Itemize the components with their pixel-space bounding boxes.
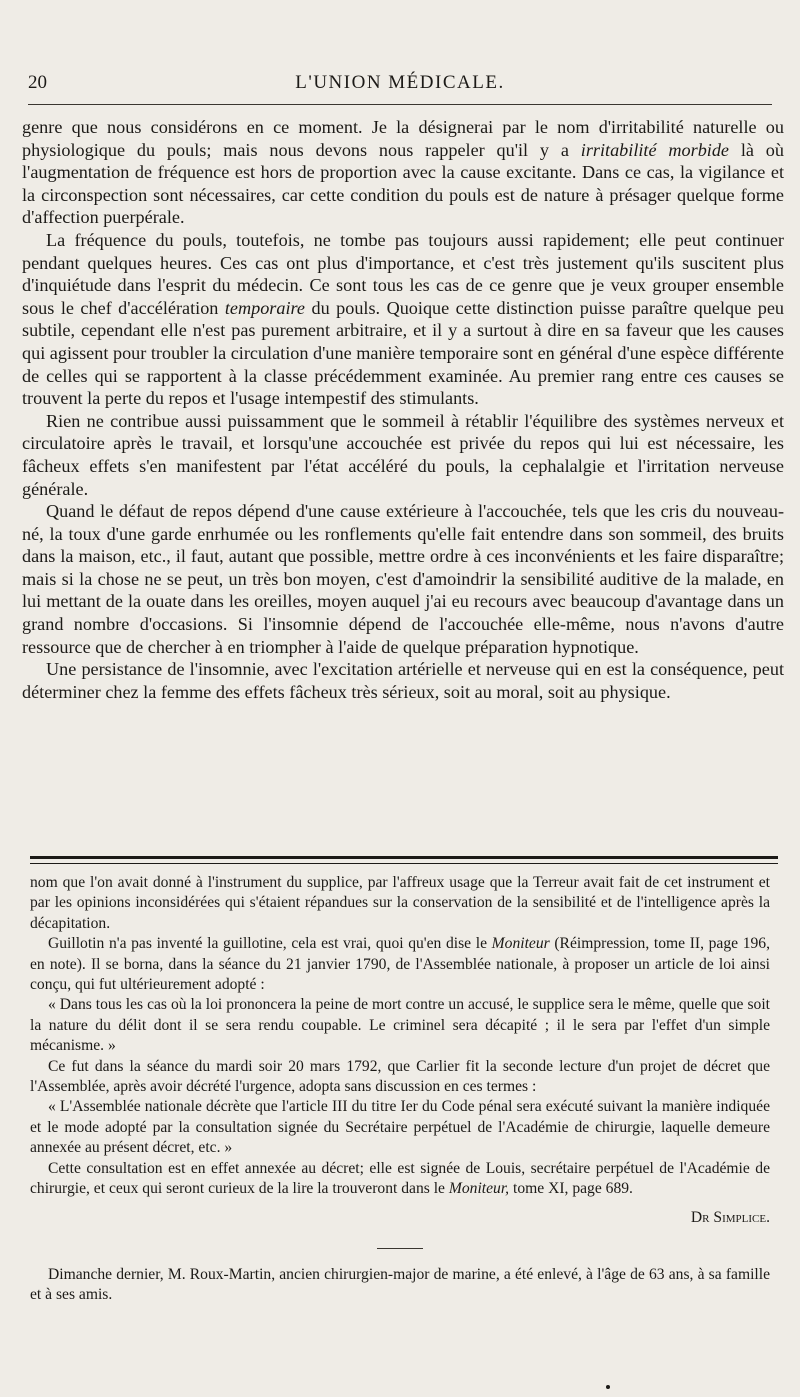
text-run: Rien ne contribue aussi puissamment que le sommeil à rétablir l'équilibre des systèmes nerveux et circulatoire après le travail, et lorsqu'une accouchée est privée du repos qui lui est nécessaire, les fâcheux effets s'en manifestent par l'état accéléré du pouls, la cephalalgie et l'irritation nerveuse générale. [22, 410, 784, 499]
article-paragraph [22, 116, 784, 229]
running-head [28, 72, 772, 100]
feuilleton-paragraphs [30, 873, 770, 1200]
feuilleton-paragraph [30, 1159, 770, 1200]
feuilleton-body [30, 873, 770, 1306]
article-paragraph [22, 410, 784, 500]
italic-text: Moniteur, [448, 1180, 510, 1198]
text-run: Une persistance de l'insomnie, avec l'excitation artérielle et nerveuse qui en est la conséquence, peut déterminer chez la femme des effets fâcheux très sérieux, soit au moral, soit au physique. [22, 659, 784, 702]
signature: Dr Simplice. [690, 1208, 770, 1226]
text-run: Quand le défaut de repos dépend d'une cause extérieure à l'accouchée, tels que les cris du nouveau-né, la toux d'une garde enrhumée ou les ronflements qu'elle fait entendre dans son sommeil, des bruits dans la maison, etc., il faut, autant que possible, mettre ordre à ces inconvénients et les faire disparaître; mais si la chose ne se peut, un très bon moyen, c'est d'amoindrir la sensibilité auditive de la malade, en lui mettant de la ouate dans les oreilles, moyen auquel j'ai eu recours avec beaucoup d'avantage dans un grand nombre d'occasions. Si l'insomnie dépend de l'accouchée elle-même, nous n'avons d'autre ressource que de chercher à en triompher à l'aide de quelque préparation hypnotique. [22, 501, 784, 657]
feuilleton-paragraph [30, 1097, 770, 1158]
italic-text: irritabilité morbide [580, 139, 730, 160]
short-divider [377, 1248, 423, 1249]
feuilleton-paragraph [30, 873, 770, 934]
text-run: « L'Assemblée nationale décrète que l'article III du titre Ier du Code pénal sera exécuté suivant la manière indiquée et le mode adopté par la consultation signée du Secrétaire perpétuel de l'Académie de chirurgie, laquelle demeure annexée au présent décret, etc. » [30, 1098, 770, 1157]
italic-text: temporaire [224, 297, 306, 318]
text-run: du pouls. Quoique cette distinction puisse paraître quelque peu subtile, cependant elle n'est pas purement arbitraire, et il y a surtout à dire en sa faveur que les causes qui agissent pour troubler la circulation d'une manière temporaire sont en général d'une espèce différente de celles qui se rapportent à la classe précédemment examinée. Au premier rang entre ces causes se trouvent la perte du repos et l'usage intempestif des stimulants. [22, 297, 784, 409]
header-rule [28, 104, 772, 105]
text-run: Guillotin n'a pas inventé la guillotine, cela est vrai, quoi qu'en dise le [48, 935, 492, 953]
article-paragraph [22, 500, 784, 658]
text-run: La fréquence du pouls, toutefois, ne tombe pas toujours aussi rapidement; elle peut continuer pendant quelques heures. Ces cas ont plus d'importance, et c'est très justement qu'ils suscitent plus d'inquiétude dans l'esprit du médecin. Ce sont tous les cas de ce genre que je veux grouper ensemble sous le chef d'accélération [22, 229, 784, 318]
ink-dot [606, 1385, 610, 1389]
page-number: 20 [28, 72, 47, 93]
feuilleton-paragraph [30, 995, 770, 1056]
feuilleton-separator-thick [30, 856, 778, 859]
article-body [22, 116, 784, 703]
text-run: « Dans tous les cas où la loi prononcera la peine de mort contre un accusé, le supplice sera le même, quelle que soit la nature du délit dont il se sera rendu coupable. Le criminel sera décapité ; il le sera par l'effet d'un simple mécanisme. » [30, 996, 770, 1055]
article-paragraph [22, 229, 784, 410]
obituary-notice: Dimanche dernier, M. Roux-Martin, ancien chirurgien-major de marine, a été enlevé, à l'âge de 63 ans, à sa famille et à ses amis. [30, 1265, 770, 1304]
feuilleton-paragraph [30, 934, 770, 995]
text-run: (Réimpression, tome II, page 196, en note). Il se borna, dans la séance du 21 janvier 1790, de l'Assemblée nationale, à proposer un article de loi ainsi conçu, qui fut ultérieurement adopté : [30, 935, 770, 994]
feuilleton-separator-thin [30, 863, 778, 864]
text-run: Cette consultation est en effet annexée au décret; elle est signée de Louis, secrétaire perpétuel de l'Académie de chirurgie, et ceux qui seront curieux de la lire la trouveront dans le [30, 1159, 770, 1198]
text-run: là où l'augmentation de fréquence est hors de proportion avec la cause excitante. Dans ce cas, la vigilance et la circonspection sont nécessaires, car cette condition du pouls est de nature à présager quelque forme d'affection puerpérale. [22, 139, 784, 228]
text-run: tome XI, page 689. [509, 1180, 633, 1198]
italic-text: Moniteur [491, 935, 550, 953]
journal-title: L'UNION MÉDICALE. [295, 72, 505, 93]
text-run: Ce fut dans la séance du mardi soir 20 mars 1792, que Carlier fit la seconde lecture d'un projet de décret que l'Assemblée, après avoir décrété l'urgence, adopta sans discussion en ces termes : [30, 1057, 770, 1096]
text-run: nom que l'on avait donné à l'instrument du supplice, par l'affreux usage que la Terreur avait fait de cet instrument et par les opinions inconsidérées qui s'étaient répandues sur la conservation de la sensibilité et de l'intelligence après la décapitation. [30, 874, 770, 932]
text-run: genre que nous considérons en ce moment. Je la désignerai par le nom d'irritabilité naturelle ou physiologique du pouls; mais nous devons nous rappeler qu'il y a [22, 117, 784, 160]
feuilleton-paragraph [30, 1057, 770, 1098]
article-paragraph [22, 658, 784, 703]
